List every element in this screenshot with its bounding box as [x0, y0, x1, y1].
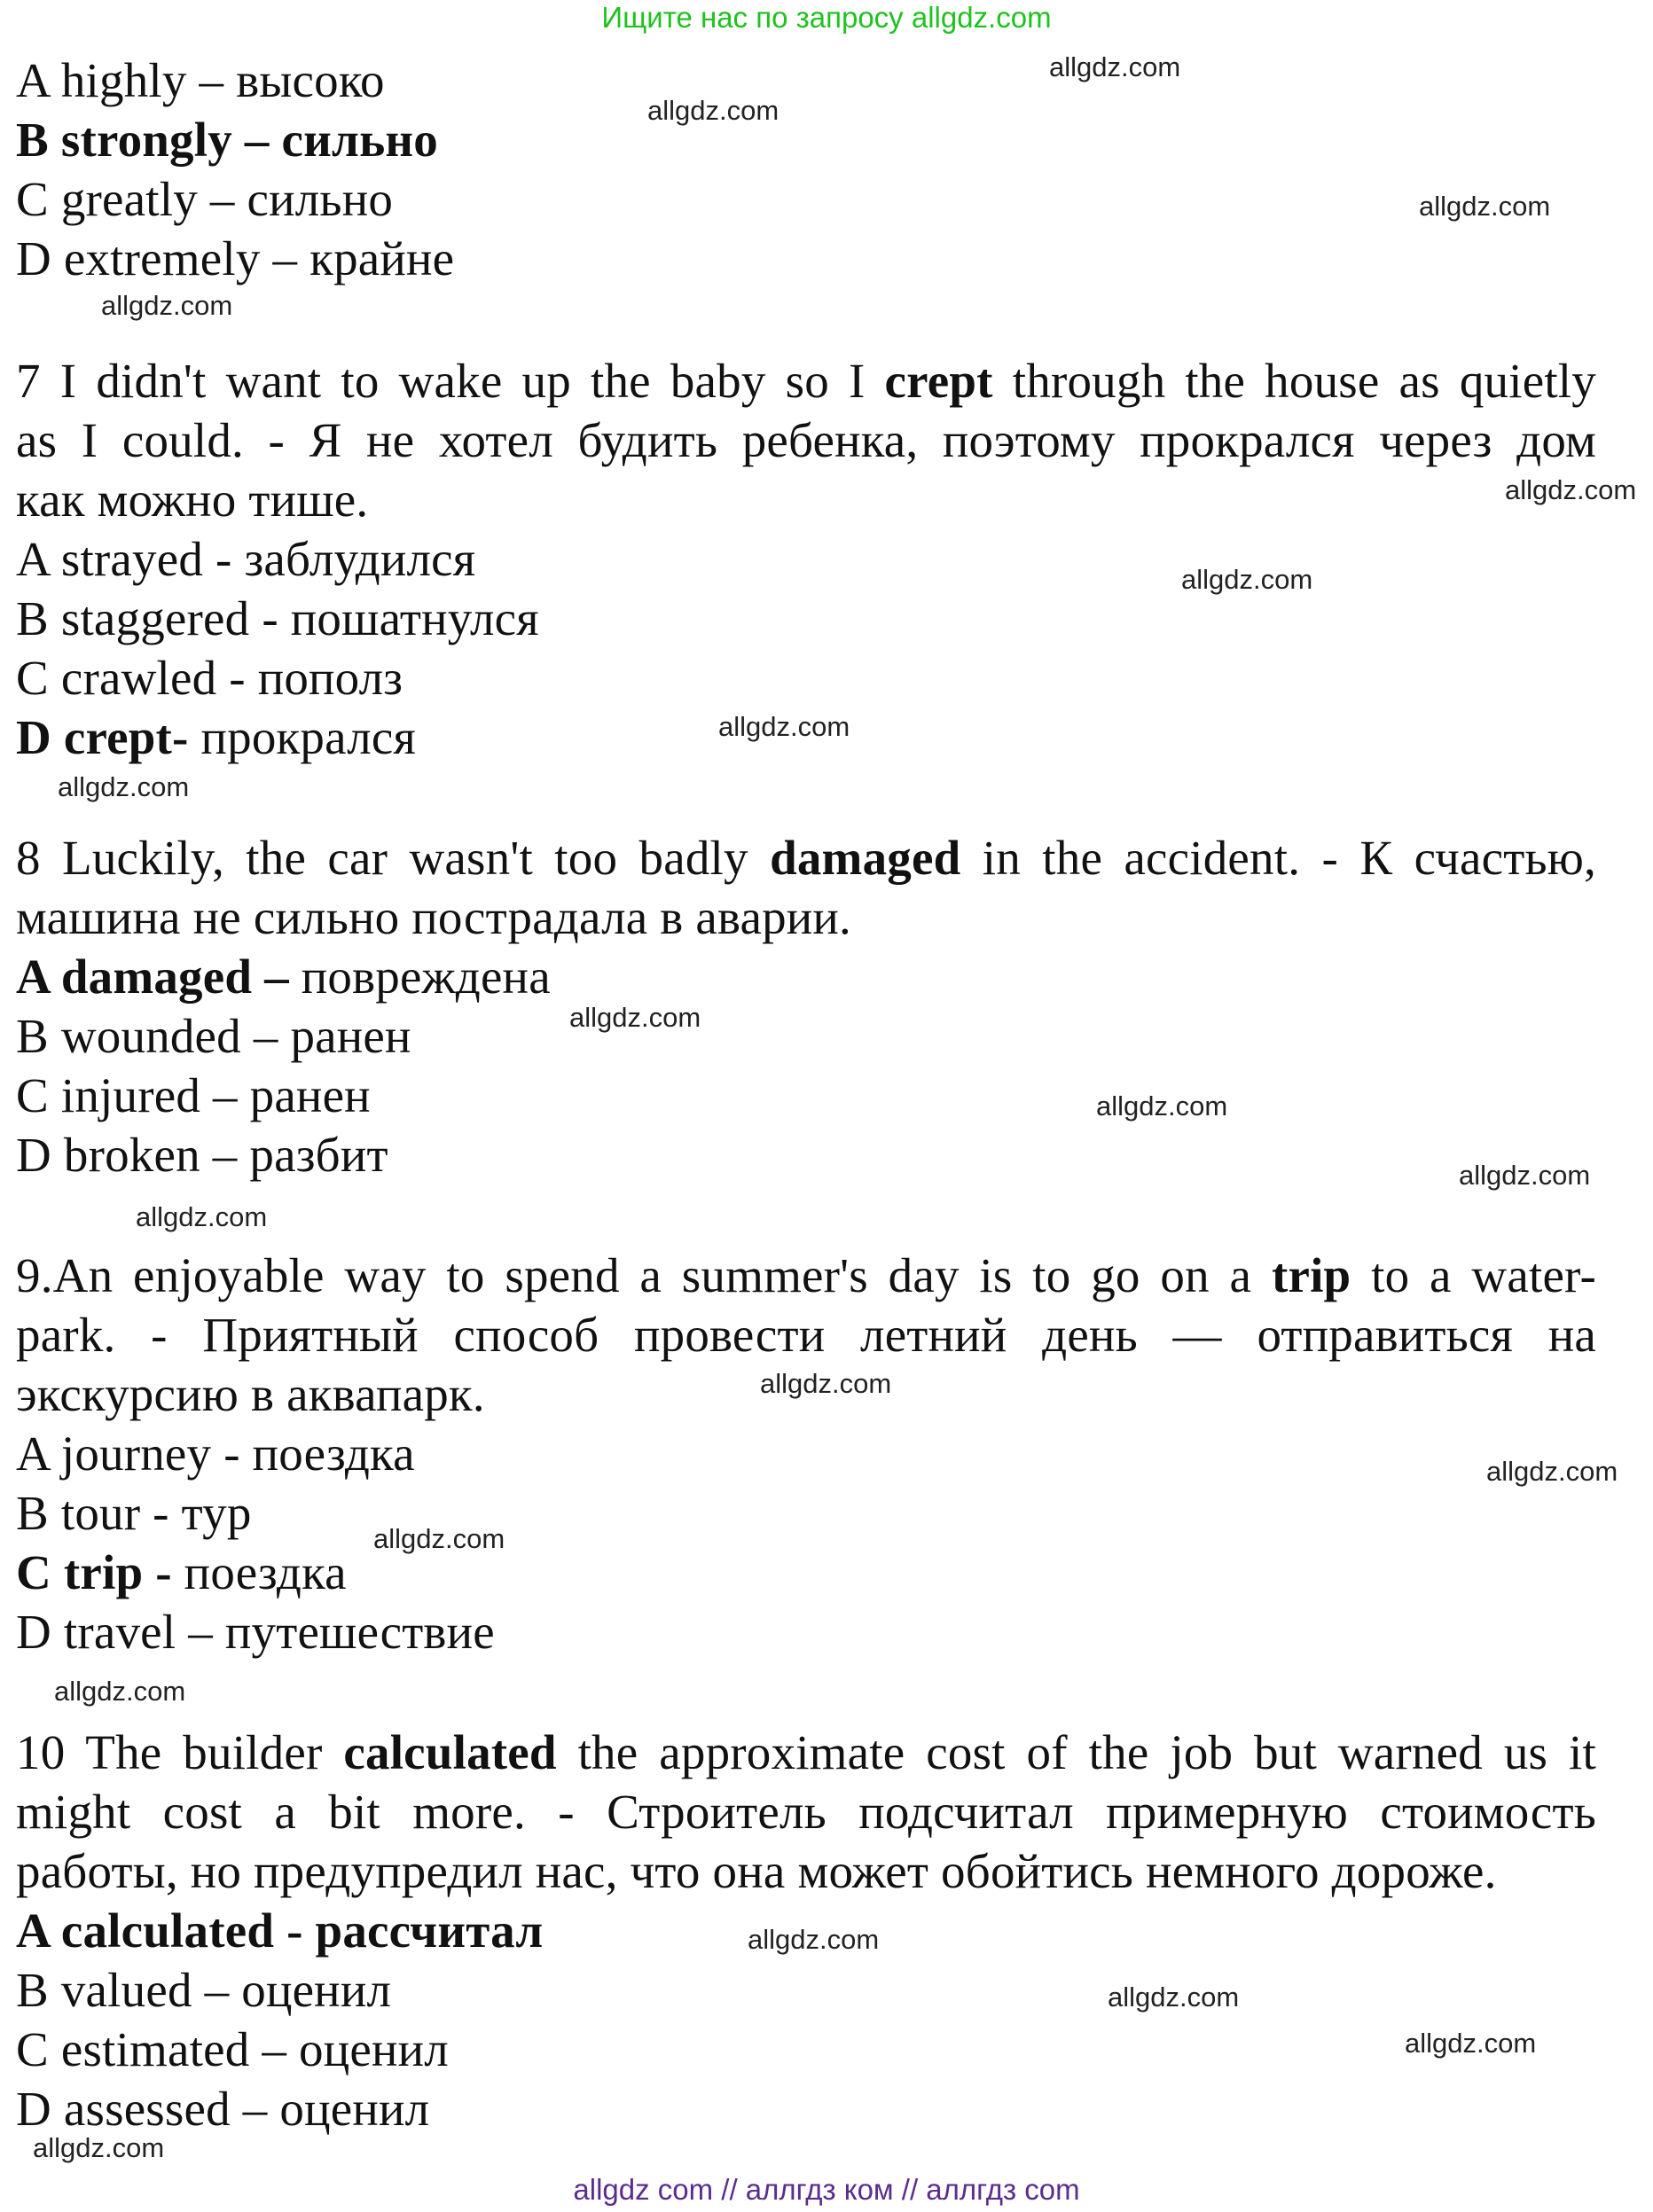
watermark: allgdz.com [647, 95, 779, 126]
q8-option-b: B wounded – ранен [16, 1009, 411, 1063]
footer-links[interactable]: allgdz com // аллгдз ком // аллгдз com [573, 2173, 1080, 2206]
watermark: allgdz.com [748, 1924, 880, 1955]
watermark: allgdz.com [1405, 2028, 1537, 2059]
q9-option-c-key: C trip - [16, 1545, 172, 1599]
q9-option-b: B tour - тур [16, 1486, 252, 1540]
q6-option-d: D extremely – крайне [16, 231, 455, 285]
watermark: allgdz.com [1049, 51, 1181, 82]
q9-question-line-3: экскурсию в аквапарк. [16, 1367, 485, 1421]
watermark: allgdz.com [101, 290, 233, 321]
q10-question-line-2: might cost a bit more. - Строитель подсчитал примерную стоимость [16, 1785, 1596, 1839]
q7-option-d-correct [16, 707, 416, 767]
q8-question-line-1 [16, 828, 1596, 887]
q7-text-post: through the house as quietly [992, 354, 1596, 408]
q10-question-line-3: работы, но предупредил нас, что она может обойтись немного дороже. [16, 1844, 1497, 1898]
q8-option-d: D broken – разбит [16, 1128, 388, 1182]
q7-question-line-1 [16, 351, 1596, 410]
q9-keyword: trip [1271, 1248, 1351, 1302]
q7-keyword: crept [884, 354, 993, 408]
q10-option-a-correct: A calculated - рассчитал [16, 1903, 544, 1958]
q8-option-a-correct [16, 947, 551, 1006]
watermark: allgdz.com [136, 1201, 268, 1232]
q8-text-pre: 8 Luckily, the car wasn't too badly [16, 831, 771, 885]
q7-option-c: C crawled - пополз [16, 651, 403, 705]
q9-question-line-1 [16, 1246, 1596, 1305]
watermark: allgdz.com [58, 771, 190, 802]
q10-option-c: C estimated – оценил [16, 2022, 449, 2076]
q9-option-d: D travel – путешествие [16, 1605, 495, 1659]
top-banner[interactable]: Ищите нас по запросу allgdz.com [601, 1, 1052, 34]
q10-option-d: D assessed – оценил [16, 2082, 430, 2136]
q6-option-a: A highly – высоко [16, 53, 385, 107]
q10-option-b: B valued – оценил [16, 1963, 392, 2017]
q7-option-a: A strayed - заблудился [16, 532, 476, 586]
q8-text-post: in the accident. - К счастью, [960, 831, 1596, 885]
q6-option-c: C greatly – сильно [16, 172, 394, 226]
q9-text-pre: 9.An enjoyable way to spend a summer's day is to go on a [16, 1248, 1272, 1302]
q9-question-line-2: park. - Приятный способ провести летний день — отправиться на [16, 1308, 1596, 1362]
watermark: allgdz.com [54, 1676, 186, 1707]
watermark: allgdz.com [1459, 1160, 1591, 1191]
q7-option-d-rest: прокрался [188, 710, 416, 764]
q6-option-b-correct: B strongly – сильно [16, 113, 438, 167]
q9-option-c-rest: поездка [171, 1545, 347, 1599]
q10-keyword: calculated [343, 1725, 557, 1779]
q10-text-pre: 10 The builder [16, 1725, 344, 1779]
watermark: allgdz.com [718, 711, 850, 742]
watermark: allgdz.com [1096, 1090, 1228, 1122]
q7-option-b: B staggered - пошатнулся [16, 591, 539, 645]
watermark: allgdz.com [569, 1002, 701, 1033]
q8-keyword: damaged [770, 831, 961, 885]
watermark: allgdz.com [33, 2132, 165, 2163]
q7-question-line-3: как можно тише. [16, 473, 369, 527]
q8-option-a-rest: повреждена [288, 950, 551, 1004]
q10-text-post: the approximate cost of the job but warned us it [556, 1725, 1596, 1779]
q7-question-line-2: as I could. - Я не хотел будить ребенка, поэтому прокрался через дом [16, 413, 1596, 467]
q8-option-a-key: A damaged – [16, 950, 289, 1004]
q7-option-d-key: D crept- [16, 710, 189, 764]
watermark: allgdz.com [1181, 564, 1313, 595]
q9-text-post: to a water- [1351, 1248, 1596, 1302]
watermark: allgdz.com [373, 1523, 505, 1554]
watermark: allgdz.com [1108, 1981, 1240, 2013]
watermark: allgdz.com [760, 1368, 892, 1399]
q10-question-line-1 [16, 1723, 1596, 1782]
q7-text-pre: 7 I didn't want to wake up the baby so I [16, 354, 885, 408]
watermark: allgdz.com [1419, 191, 1551, 222]
watermark: allgdz.com [1486, 1456, 1618, 1487]
q8-option-c: C injured – ранен [16, 1068, 371, 1122]
q9-option-a: A journey - поездка [16, 1426, 415, 1481]
q8-question-line-2: машина не сильно пострадала в аварии. [16, 890, 851, 944]
watermark: allgdz.com [1505, 474, 1637, 505]
q9-option-c-correct [16, 1543, 347, 1602]
